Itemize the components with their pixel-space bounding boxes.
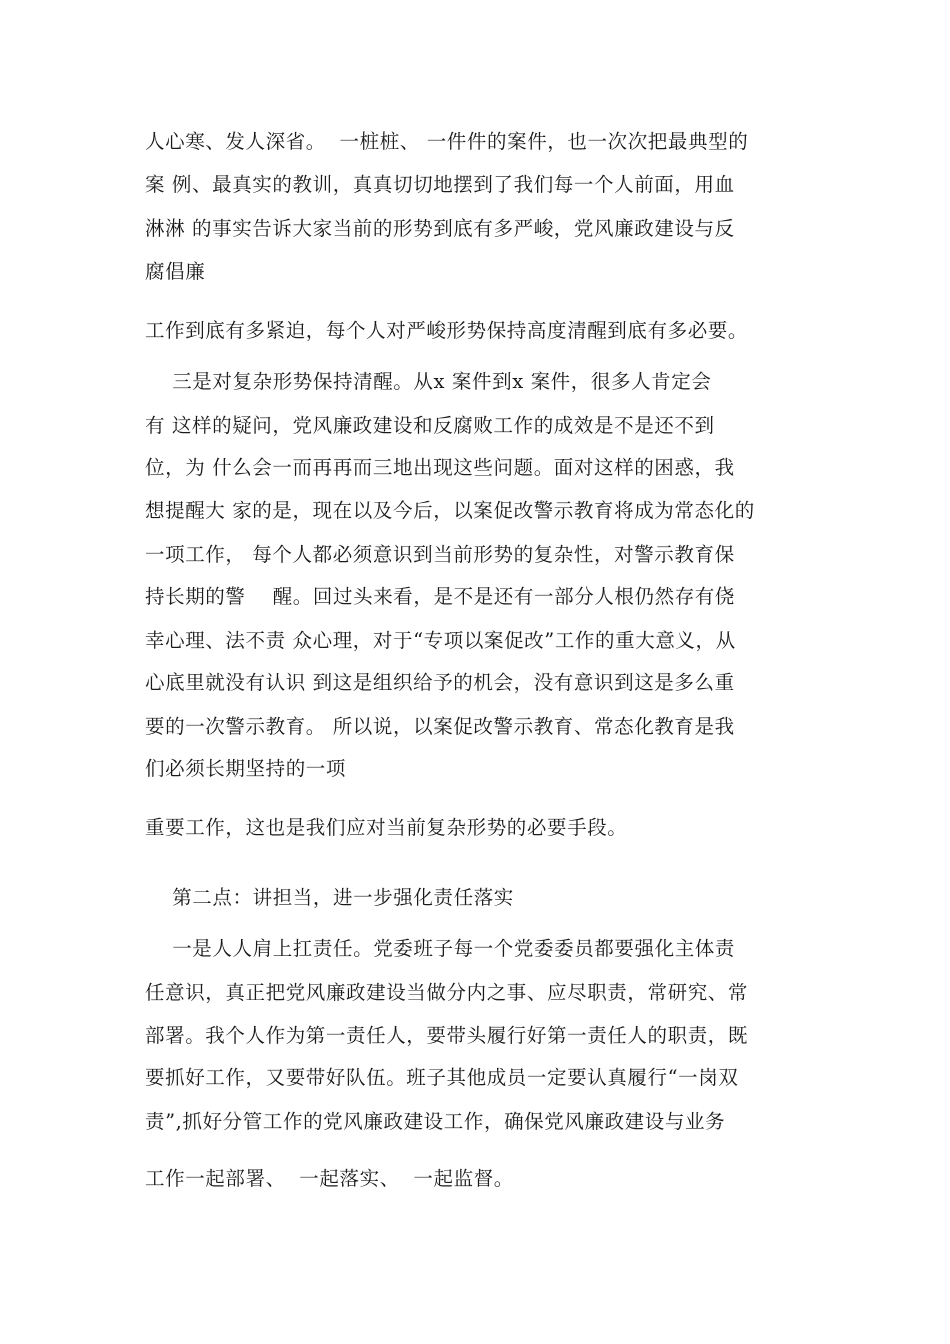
text-line: 持长期的警 醒。回过头来看，是不是还有一部分人根仍然存有侥 <box>145 585 735 608</box>
text-line: 责”,抓好分管工作的党风廉政建设工作，确保党风廉政建设与业务 <box>145 1110 726 1133</box>
text-line: 们必须长期坚持的一项 <box>145 757 347 780</box>
text-line: 要的一次警示教育。 所以说，以案促改警示教育、常态化教育是我 <box>145 715 735 738</box>
section-heading: 第二点：讲担当，进一步强化责任落实 <box>145 886 514 909</box>
text-line: 案 例、最真实的教训，真真切切地摆到了我们每一个人前面，用血 <box>145 173 735 196</box>
text-line: 工作一起部署、 一起落实、 一起监督。 <box>145 1167 514 1190</box>
text-line: 淋淋 的事实告诉大家当前的形势到底有多严峻，党风廉政建设与反 <box>145 217 735 240</box>
text-line: 任意识，真正把党风廉政建设当做分内之事、应尽职责，常研究、常 <box>145 981 749 1004</box>
text-line: 想提醒大 家的是，现在以及今后，以案促改警示教育将成为常态化的 <box>145 499 755 522</box>
text-line: 幸心理、法不责 众心理，对于“专项以案促改”工作的重大意义，从 <box>145 629 736 652</box>
text-line: 一项工作， 每个人都必须意识到当前形势的复杂性，对警示教育保 <box>145 543 735 566</box>
text-line: 部署。我个人作为第一责任人，要带头履行好第一责任人的职责，既 <box>145 1024 749 1047</box>
text-line: 位，为 什么会一而再再而三地出现这些问题。面对这样的困惑，我 <box>145 456 735 479</box>
text-line: 工作到底有多紧迫，每个人对严峻形势保持高度清醒到底有多必要。 <box>145 319 749 342</box>
text-line: 心底里就没有认识 到这是组织给予的机会，没有意识到这是多么重 <box>145 671 735 694</box>
text-line: 要抓好工作，又要带好队伍。班子其他成员一定要认真履行“一岗双 <box>145 1066 739 1089</box>
text-line: 腐倡廉 <box>145 260 206 283</box>
text-line: 人心寒、发人深省。 一桩桩、 一件件的案件，也一次次把最典型的 <box>145 130 749 153</box>
text-line: 有 这样的疑问，党风廉政建设和反腐败工作的成效是不是还不到 <box>145 414 715 437</box>
text-line: 一是人人肩上扛责任。党委班子每一个党委委员都要强化主体责 <box>145 937 735 960</box>
text-line: 三是对复杂形势保持清醒。从x 案件到x 案件，很多人肯定会 <box>145 370 712 393</box>
text-line: 重要工作，这也是我们应对当前复杂形势的必要手段。 <box>145 816 628 839</box>
